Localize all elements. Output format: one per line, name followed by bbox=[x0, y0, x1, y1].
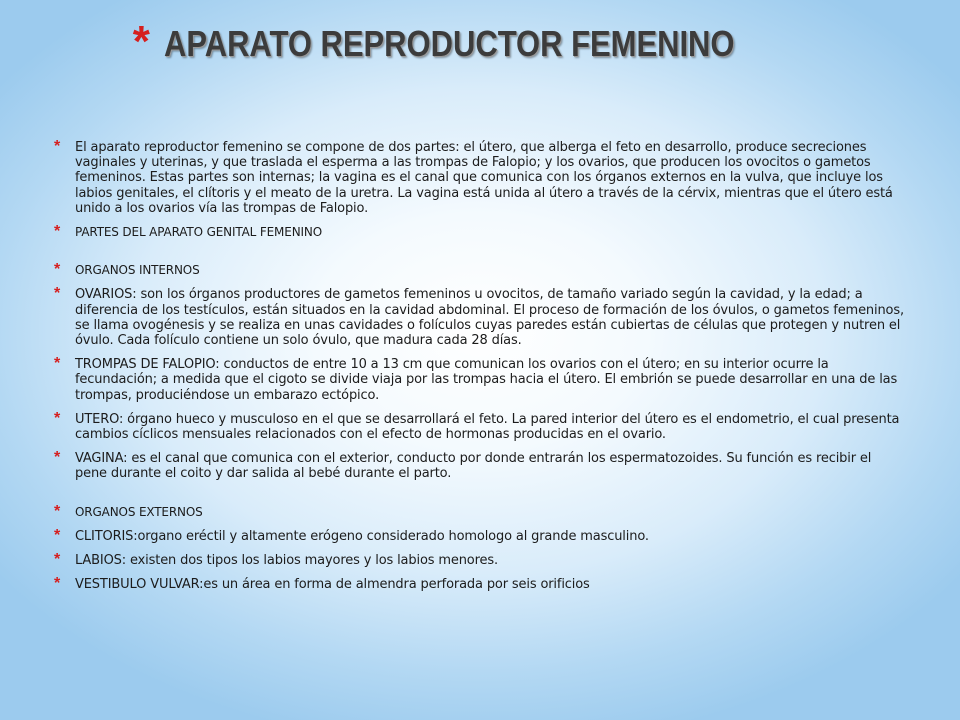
item-head: VAGINA: bbox=[75, 451, 128, 467]
bullet-icon: * bbox=[54, 138, 61, 155]
item-head: LABIOS: bbox=[75, 553, 127, 569]
vestibulo-item bbox=[54, 577, 904, 592]
spacer bbox=[54, 249, 904, 263]
bullet-icon: * bbox=[54, 575, 61, 593]
item-head: VESTIBULO VULVAR: bbox=[75, 577, 204, 593]
bullet-icon: * bbox=[54, 409, 61, 427]
item-head: ORGANOS INTERNOS bbox=[75, 263, 200, 278]
bullet-icon: * bbox=[54, 223, 61, 241]
item-head: TROMPAS DE FALOPIO: bbox=[75, 357, 220, 373]
section-heading-partes bbox=[54, 225, 904, 240]
item-text: es un área en forma de almendra perforada por seis orificios bbox=[203, 577, 590, 593]
trompas-item bbox=[54, 357, 904, 403]
item-text: existen dos tipos los labios mayores y los labios menores. bbox=[126, 553, 498, 569]
spacer bbox=[54, 491, 904, 505]
bullet-icon: * bbox=[54, 261, 61, 279]
bullet-icon: * bbox=[54, 355, 61, 373]
item-head: OVARIOS: bbox=[75, 287, 137, 303]
slide-title: APARATO REPRODUCTOR FEMENINO bbox=[163, 23, 735, 64]
item-head: PARTES DEL APARATO GENITAL FEMENINO bbox=[75, 225, 323, 240]
slide-content bbox=[54, 140, 904, 601]
item-text: órgano hueco y musculoso en el que se desarrollará el feto. La pared interior del útero es el endometrio, el cual presenta cambios cíclicos mensuales relacionados con el efecto de hormonas producidas en el ovario. bbox=[75, 411, 900, 443]
item-head: ORGANOS EXTERNOS bbox=[75, 504, 203, 519]
bullet-icon: * bbox=[54, 551, 61, 569]
slide-title-row bbox=[0, 17, 960, 66]
title-bullet-icon: * bbox=[132, 17, 150, 66]
bullet-icon: * bbox=[54, 449, 61, 467]
vagina-item bbox=[54, 451, 904, 481]
item-head: CLITORIS: bbox=[75, 528, 138, 544]
section-heading-externos bbox=[54, 502, 904, 520]
item-text: son los órganos productores de gametos femeninos u ovocitos, de tamaño variado según la cavidad, y la edad; a diferencia de los testículos, están situados en la cavidad abdominal. El proceso de formación de los óvulos, o gametos femeninos, se llama ovogénesis y se realiza en unas cavidades o folículos cuyas paredes están cubiertas de células que protegen y nutren el óvulo. Cada folículo contiene un solo óvulo, que madura cada 28 días. bbox=[75, 287, 904, 349]
bullet-icon: * bbox=[54, 526, 61, 544]
labios-item bbox=[54, 553, 904, 568]
item-head: UTERO: bbox=[75, 411, 124, 427]
utero-item bbox=[54, 409, 904, 443]
section-heading-internos bbox=[54, 263, 904, 278]
item-text: es el canal que comunica con el exterior, conducto por donde entrarán los espermatozoides. Su función es recibir el pene durante el coito y dar salida al bebé durante el parto. bbox=[75, 451, 872, 482]
ovarios-item bbox=[54, 287, 904, 348]
item-text: El aparato reproductor femenino se compone de dos partes: el útero, que alberga el feto en desarrollo, produce secreciones vaginales y uterinas, y que traslada el esperma a las trompas de Falopio; y los ovarios, que producen los ovocitos o gametos femeninos. Estas partes son internas; la vagina es el canal que comunica con los órganos externos en la vulva, que incluye los labios genitales, el clítoris y el meato de la uretra. La vagina está unida al útero a través de la cérvix, mientras que el útero está unido a los ovarios vía las trompas de Falopio. bbox=[75, 140, 893, 216]
clitoris-item bbox=[54, 526, 904, 544]
item-text: organo eréctil y altamente erógeno considerado homologo al grande masculino. bbox=[137, 528, 649, 544]
bullet-icon: * bbox=[54, 285, 61, 303]
item-text: conductos de entre 10 a 13 cm que comunican los ovarios con el útero; en su interior ocurre la fecundación; a medida que el cigoto se divide viaja por las trompas hacia el útero. El embrión se puede desarrollar en una de las trompas, produciéndose un embarazo ectópico. bbox=[75, 357, 898, 403]
bullet-icon: * bbox=[54, 502, 61, 520]
intro-paragraph bbox=[54, 140, 904, 216]
